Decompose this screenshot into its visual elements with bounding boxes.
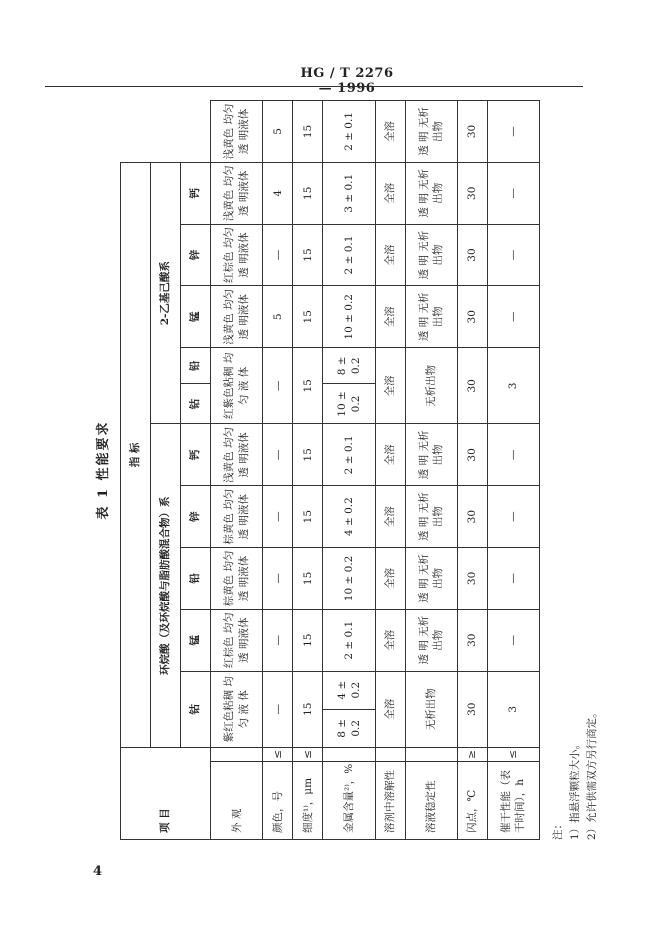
value-cell: 透 明 无析出物 bbox=[405, 286, 457, 348]
value-cell: 4 ± 0.2 bbox=[323, 486, 375, 548]
table-row bbox=[323, 101, 375, 840]
metal-header: 钴 bbox=[181, 384, 211, 424]
value-cell: 透 明 无析出物 bbox=[405, 424, 457, 486]
metal-header: 铅 bbox=[181, 348, 211, 384]
metal-header: 铅 bbox=[181, 548, 211, 610]
value-cell: 2 ± 0.1 bbox=[323, 609, 375, 671]
value-cell: 全溶 bbox=[375, 671, 405, 747]
table-row bbox=[263, 101, 293, 840]
row-label: 溶液稳定性 bbox=[405, 761, 457, 839]
value-cell: 浅黄色 均匀透 明液体 bbox=[211, 424, 263, 486]
value-cell: 全溶 bbox=[375, 548, 405, 610]
value-cell: 3 bbox=[487, 671, 539, 747]
page-number: 4 bbox=[93, 864, 103, 879]
value-cell: 15 bbox=[293, 548, 323, 610]
value-cell: 2 ± 0.1 bbox=[323, 424, 375, 486]
value-cell: — bbox=[487, 548, 539, 610]
value-cell: 30 bbox=[457, 101, 487, 163]
row-limit bbox=[323, 747, 375, 761]
metal-header: 锌 bbox=[181, 224, 211, 286]
value-cell: 浅黄色 均匀透 明液体 bbox=[211, 101, 263, 163]
value-cell: 10 ± 0.2 bbox=[323, 548, 375, 610]
value-cell: 15 bbox=[293, 424, 323, 486]
value-cell: 15 bbox=[293, 224, 323, 286]
table-row bbox=[405, 101, 457, 840]
value-cell: 红紫色粘稠 均 匀 液 体 bbox=[211, 348, 263, 424]
value-cell: 15 bbox=[293, 286, 323, 348]
row-label: 催干性能（表干时间），h bbox=[487, 761, 539, 839]
note-2: 2）允许供需双方另行商定。 bbox=[585, 707, 598, 840]
row-limit bbox=[375, 747, 405, 761]
value-cell: 30 bbox=[457, 424, 487, 486]
value-cell: 3 ± 0.1 bbox=[323, 162, 375, 224]
value-cell: 30 bbox=[457, 548, 487, 610]
value-cell: 15 bbox=[293, 101, 323, 163]
value-cell: 透 明 无析出物 bbox=[405, 548, 457, 610]
group2-header: 2-乙基己酸系 bbox=[151, 162, 181, 424]
index-header: 指 标 bbox=[121, 162, 151, 747]
row-label: 金属含量²⁾，% bbox=[323, 761, 375, 839]
row-limit: ≥ bbox=[457, 747, 487, 761]
table-caption: 表 1 性能要求 bbox=[96, 420, 111, 520]
table-row bbox=[487, 101, 539, 840]
value-cell: 红棕色 均匀透 明液体 bbox=[211, 224, 263, 286]
metal-header: 钙 bbox=[181, 162, 211, 224]
value-cell: 15 bbox=[293, 162, 323, 224]
value-cell: 浅黄色 均匀透 明液体 bbox=[211, 286, 263, 348]
value-cell: 全溶 bbox=[375, 162, 405, 224]
value-cell: 2 ± 0.1 bbox=[323, 224, 375, 286]
value-cell: 全溶 bbox=[375, 486, 405, 548]
value-cell: 30 bbox=[457, 486, 487, 548]
row-limit: ≤ bbox=[263, 747, 293, 761]
value-cell: 透 明 无析出物 bbox=[405, 162, 457, 224]
value-cell: 透 明 无析出物 bbox=[405, 224, 457, 286]
value-cell: — bbox=[487, 609, 539, 671]
value-cell: 15 bbox=[293, 486, 323, 548]
value-cell: 透 明 无析出物 bbox=[405, 486, 457, 548]
table-row bbox=[293, 101, 323, 840]
value-cell: 30 bbox=[457, 348, 487, 424]
value-cell: 8 ± 0.2 bbox=[323, 348, 375, 384]
header-rule bbox=[45, 86, 583, 87]
row-limit bbox=[211, 747, 263, 761]
value-cell: 全溶 bbox=[375, 286, 405, 348]
value-cell: 15 bbox=[293, 348, 323, 424]
value-cell: 30 bbox=[457, 609, 487, 671]
row-limit bbox=[405, 747, 457, 761]
metal-header: 锰 bbox=[181, 609, 211, 671]
value-cell: 棕黄色 均匀透 明液体 bbox=[211, 486, 263, 548]
table-row bbox=[457, 101, 487, 840]
value-cell: 4 ± 0.2 bbox=[323, 671, 375, 709]
value-cell: 无析出物 bbox=[405, 671, 457, 747]
value-cell: — bbox=[263, 348, 293, 424]
rotated-table-block bbox=[96, 100, 598, 840]
value-cell: 透 明 无析出物 bbox=[405, 609, 457, 671]
value-cell: 10 ± 0.2 bbox=[323, 384, 375, 424]
table-row bbox=[375, 101, 405, 840]
value-cell: 30 bbox=[457, 224, 487, 286]
table-row bbox=[211, 101, 263, 840]
value-cell: 无析出物 bbox=[405, 348, 457, 424]
value-cell: 浅黄色 均匀透 明液体 bbox=[211, 162, 263, 224]
value-cell: — bbox=[263, 424, 293, 486]
value-cell: 红棕色 均匀透 明液体 bbox=[211, 609, 263, 671]
value-cell: — bbox=[487, 101, 539, 163]
value-cell: — bbox=[263, 224, 293, 286]
value-cell: 棕黄色 均匀透 明液体 bbox=[211, 548, 263, 610]
performance-table bbox=[120, 100, 540, 840]
value-cell: 全溶 bbox=[375, 101, 405, 163]
value-cell: — bbox=[487, 486, 539, 548]
row-label: 细度¹⁾，μm bbox=[293, 761, 323, 839]
value-cell: 30 bbox=[457, 671, 487, 747]
row-label: 外 观 bbox=[211, 761, 263, 839]
value-cell: — bbox=[487, 286, 539, 348]
metal-header: 锰 bbox=[181, 286, 211, 348]
value-cell: — bbox=[487, 162, 539, 224]
value-cell: — bbox=[487, 424, 539, 486]
value-cell: 10 ± 0.2 bbox=[323, 286, 375, 348]
value-cell: — bbox=[263, 609, 293, 671]
metal-header: 钙 bbox=[181, 424, 211, 486]
value-cell: 透 明 无析出物 bbox=[405, 101, 457, 163]
note-1: 1）指悬浮颗粒大小。 bbox=[568, 738, 581, 840]
row-label: 溶剂中溶解性 bbox=[375, 761, 405, 839]
value-cell: 4 bbox=[263, 162, 293, 224]
value-cell: 2 ± 0.1 bbox=[323, 101, 375, 163]
group1-header: 环烷酸（及环烷酸与脂肪酸混合物）系 bbox=[151, 424, 181, 747]
metal-header: 锌 bbox=[181, 486, 211, 548]
metal-header: 钴 bbox=[181, 671, 211, 747]
value-cell: 30 bbox=[457, 162, 487, 224]
value-cell: 5 bbox=[263, 286, 293, 348]
row-limit: ≤ bbox=[293, 747, 323, 761]
value-cell: 全溶 bbox=[375, 348, 405, 424]
standard-number: HG / T 2276 — 1996 bbox=[300, 66, 394, 96]
value-cell: 15 bbox=[293, 609, 323, 671]
value-cell: — bbox=[263, 671, 293, 747]
value-cell: — bbox=[263, 486, 293, 548]
value-cell: 30 bbox=[457, 286, 487, 348]
item-header: 项 目 bbox=[121, 747, 211, 839]
row-label: 颜色，号 bbox=[263, 761, 293, 839]
notes-title: 注： bbox=[552, 819, 564, 840]
row-limit: ≤ bbox=[487, 747, 539, 761]
value-cell: 5 bbox=[263, 101, 293, 163]
value-cell: 全溶 bbox=[375, 224, 405, 286]
value-cell: 全溶 bbox=[375, 609, 405, 671]
value-cell: — bbox=[263, 548, 293, 610]
value-cell: 紫红色粘稠 均 匀 液 体 bbox=[211, 671, 263, 747]
table-notes bbox=[550, 707, 600, 840]
value-cell: — bbox=[487, 224, 539, 286]
value-cell: 8 ± 0.2 bbox=[323, 709, 375, 747]
value-cell: 全溶 bbox=[375, 424, 405, 486]
value-cell: 15 bbox=[293, 671, 323, 747]
row-label: 闪点，℃ bbox=[457, 761, 487, 839]
value-cell: 3 bbox=[487, 348, 539, 424]
